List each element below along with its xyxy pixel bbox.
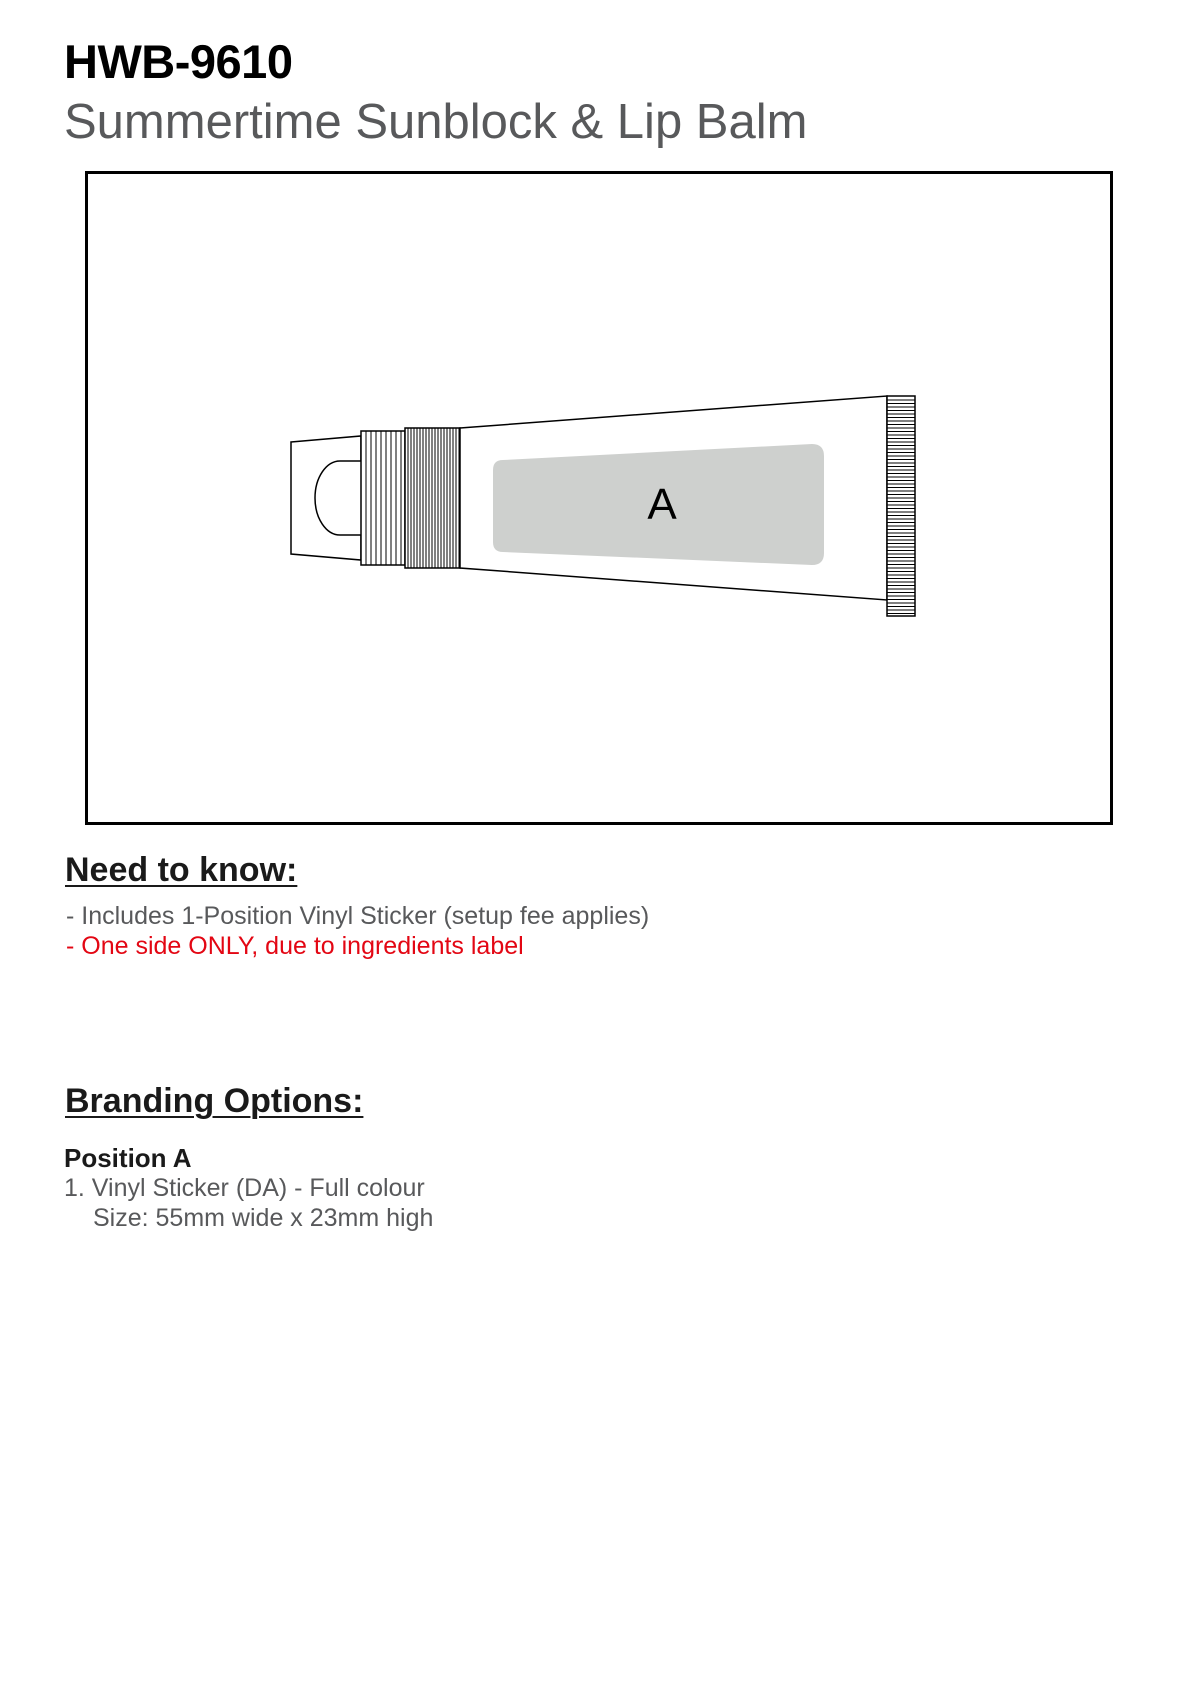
branding-options-heading: Branding Options: xyxy=(65,1082,364,1120)
tube-cap xyxy=(887,396,915,616)
product-code: HWB-9610 xyxy=(64,35,293,88)
position-a-size: Size: 55mm wide x 23mm high xyxy=(93,1204,434,1232)
need-to-know-heading: Need to know: xyxy=(65,851,298,889)
position-a-title: Position A xyxy=(64,1143,192,1173)
tube-collar-1 xyxy=(361,431,405,565)
need-to-know-warning: - One side ONLY, due to ingredients label xyxy=(66,932,524,960)
product-name: Summertime Sunblock & Lip Balm xyxy=(64,95,808,149)
lip-balm-tube-illustration xyxy=(88,174,1110,822)
position-a-method: 1. Vinyl Sticker (DA) - Full colour xyxy=(64,1174,425,1202)
hang-hole xyxy=(315,461,361,535)
product-artwork-frame xyxy=(85,171,1113,825)
need-to-know-note: - Includes 1-Position Vinyl Sticker (setup fee applies) xyxy=(66,902,650,930)
branding-position-label: A xyxy=(647,480,677,529)
